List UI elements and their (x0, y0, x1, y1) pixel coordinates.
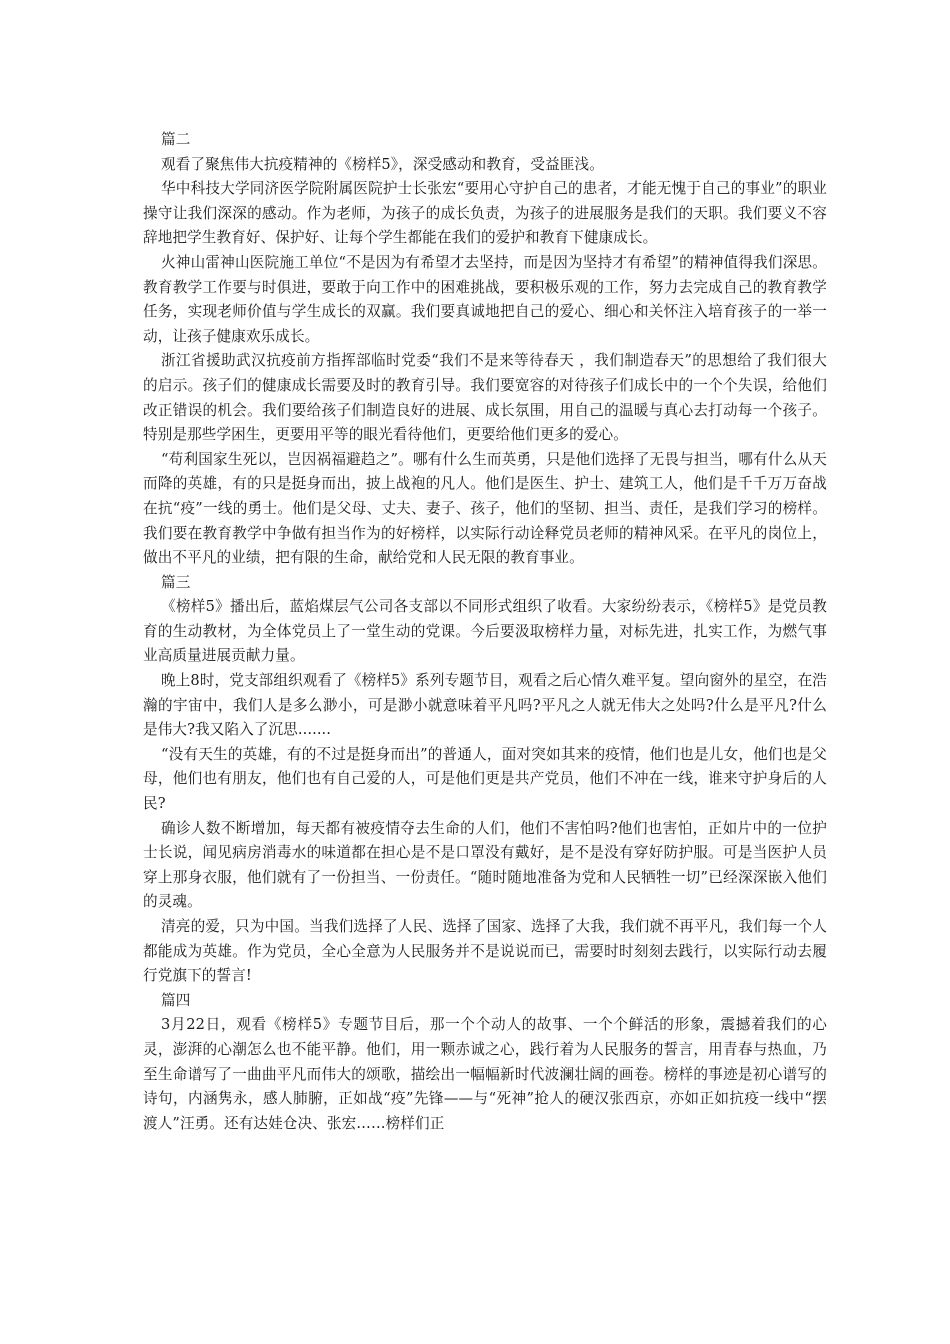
document-body (143, 128, 827, 1136)
paragraph: 《榜样5》播出后，蓝焰煤层气公司各支部以不同形式组织了收看。大家纷纷表示，《榜样5》是党员教育的生动教材，为全体党员上了一堂生动的党课。今后要汲取榜样力量，对标先进，扎实工作，为燃气事业高质量进展贡献力量。 (143, 598, 827, 665)
paragraph: 观看了聚焦伟大抗疫精神的《榜样5》，深受感动和教育，受益匪浅。 (161, 155, 604, 173)
paragraph: 确诊人数不断增加，每天都有被疫情夺去生命的人们，他们不害怕吗?他们也害怕，正如片中的一位护士长说，闻见病房消毒水的味道都在担心是不是口罩没有戴好，是不是没有穿好防护服。可是当医护人员穿上那身衣服，他们就有了一份担当、一份责任。“随时随地准备为党和人民牺牲一切”已经深深嵌入他们的灵魂。 (143, 819, 827, 911)
paragraph: “没有天生的英雄，有的不过是挺身而出”的普通人，面对突如其来的疫情，他们也是儿女，他们也是父母，他们也有朋友，他们也有自己爱的人，可是他们更是共产党员，他们不冲在一线，谁来守护身后的人民? (143, 745, 827, 813)
paragraph: 火神山雷神山医院施工单位“不是因为有希望才去坚持，而是因为坚持才有希望”的精神值得我们深思。教育教学工作要与时俱进，要敢于向工作中的困难挑战，要积极乐观的工作，努力去完成自己的教育教学任务，实现老师价值与学生成长的双赢。我们要真诚地把自己的爱心、细心和关怀注入培育孩子的一举一动，让孩子健康欢乐成长。 (143, 253, 827, 345)
paragraph: 华中科技大学同济医学院附属医院护士长张宏“要用心守护自己的患者，才能无愧于自己的事业”的职业操守让我们深深的感动。作为老师，为孩子的成长负责，为孩子的进展服务是我们的天职。我们要义不容辞地把学生教育好、保护好、让每个学生都能在我们的爱护和教育下健康成长。 (143, 180, 827, 247)
paragraph: 浙江省援助武汉抗疫前方指挥部临时党委“我们不是来等待春天 ，我们制造春天”的思想给了我们很大的启示。孩子们的健康成长需要及时的教育引导。我们要宽容的对待孩子们成长中的一个个失误，给他们改正错误的机会。我们要给孩子们制造良好的进展、成长氛围，用自己的温暖与真心去打动每一个孩子。特别是那些学困生，更要用平等的眼光看待他们，更要给他们更多的爱心。 (143, 352, 827, 444)
paragraph: 晚上8时，党支部组织观看了《榜样5》系列专题节目，观看之后心情久难平复。望向窗外的星空，在浩瀚的宇宙中，我们人是多么渺小，可是渺小就意味着平凡吗?平凡之人就无伟大之处吗?什么是平凡?什么是伟大?我又陷入了沉思....... (143, 672, 827, 739)
paragraph: 清亮的爱，只为中国。当我们选择了人民、选择了国家、选择了大我，我们就不再平凡，我们每一个人都能成为英雄。作为党员，全心全意为人民服务并不是说说而已，需要时时刻刻去践行，以实际行动去履行党旗下的誓言! (143, 918, 827, 985)
section-heading: 篇二 (161, 131, 191, 148)
section-heading: 篇三 (161, 573, 191, 591)
paragraph: “苟利国家生死以，岂因祸福避趋之”。哪有什么生而英勇，只是他们选择了无畏与担当，哪有什么从天而降的英雄，有的只是挺身而出，披上战袍的凡人。他们是医生、护士、建筑工人，他们是千千万万奋战在抗“疫”一线的勇士。他们是父母、丈夫、妻子、孩子，他们的坚韧、担当、责任，是我们学习的榜样。我们要在教育教学中争做有担当作为的好榜样，以实际行动诠释党员老师的精神风采。在平凡的岗位上，做出不平凡的业绩，把有限的生命，献给党和人民无限的教育事业。 (143, 450, 827, 567)
paragraph: 3月22日，观看《榜样5》专题节目后，那一个个动人的故事、一个个鲜活的形象，震撼着我们的心灵，澎湃的心潮怎么也不能平静。他们，用一颗赤诚之心，践行着为人民服务的誓言，用青春与热血，乃至生命谱写了一曲曲平凡而伟大的颂歌，描绘出一幅幅新时代波澜壮阔的画卷。榜样的事迹是初心谱写的诗句，内涵隽永，感人肺腑，正如战“疫”先锋——与“死神”抢人的硬汉张西京，亦如正如抗疫一线中“摆渡人”汪勇。还有达娃仓决、张宏……榜样们正 (143, 1016, 827, 1132)
section-heading: 篇四 (161, 991, 191, 1009)
